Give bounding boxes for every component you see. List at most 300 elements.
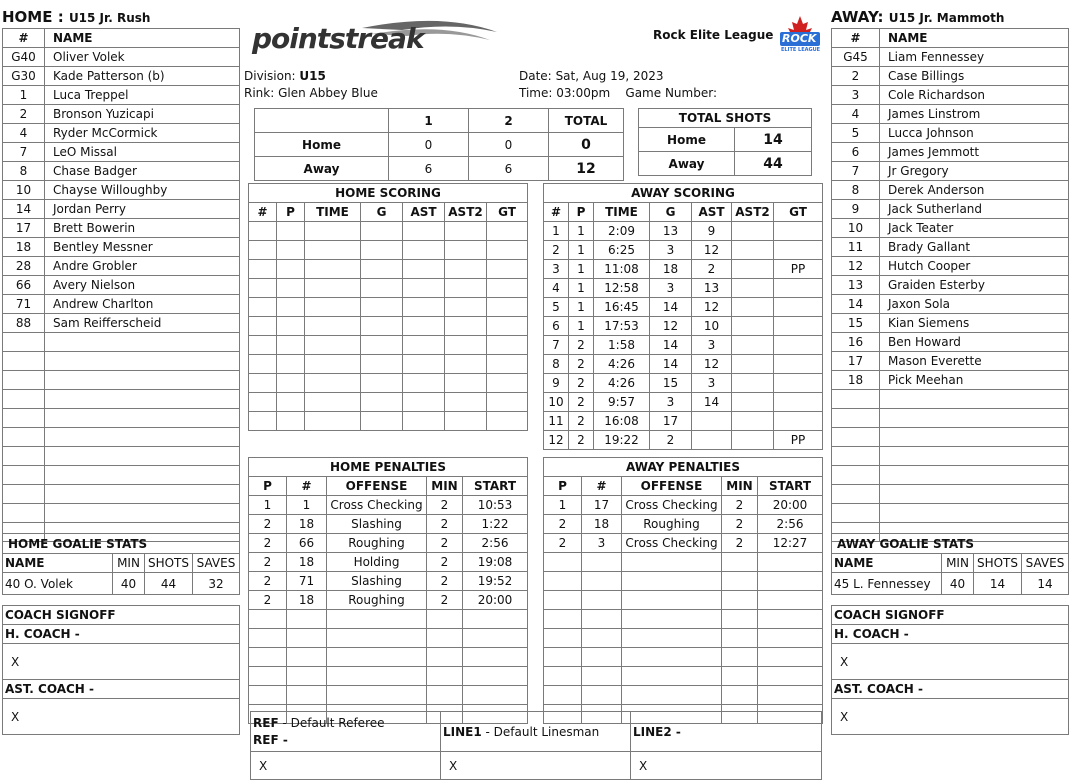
table-cell: 6:25: [594, 241, 650, 260]
roster-row: [3, 200, 240, 219]
table-cell: 2: [427, 534, 463, 553]
table-cell: 2: [544, 241, 569, 260]
goalie-header-shots: SHOTS: [145, 554, 193, 573]
table-cell: [361, 317, 403, 336]
roster-row: [3, 371, 240, 390]
roster-row: [3, 314, 240, 333]
table-cell: [774, 374, 823, 393]
away-penalties-header-row: [544, 477, 823, 496]
table-cell: 1: [544, 222, 569, 241]
table-cell: [427, 629, 463, 648]
table-cell: 2: [569, 336, 594, 355]
table-cell: [249, 317, 277, 336]
table-cell: [445, 412, 487, 431]
table-cell: Roughing: [327, 591, 427, 610]
roster-header-name: NAME: [880, 29, 1069, 48]
table-cell: 2: [692, 260, 732, 279]
roster-player-name: [880, 428, 1069, 447]
roster-row: [832, 409, 1069, 428]
table-cell: [287, 648, 327, 667]
table-cell: [758, 667, 823, 686]
column-header: MIN: [722, 477, 758, 496]
roster-player-number: 7: [3, 143, 45, 162]
column-header: P: [249, 477, 287, 496]
table-cell: 2: [722, 534, 758, 553]
table-cell: 20:00: [758, 496, 823, 515]
roster-row: [832, 447, 1069, 466]
rink-label: Rink:: [244, 86, 275, 100]
roster-player-number: [3, 485, 45, 504]
table-cell: [305, 298, 361, 317]
roster-player-number: G40: [3, 48, 45, 67]
table-cell: [487, 298, 528, 317]
table-cell: [249, 412, 277, 431]
home-coach-signoff-title: COACH SIGNOFF: [3, 606, 240, 625]
table-row: [249, 279, 528, 298]
table-row: [544, 648, 823, 667]
roster-player-name: James Jemmott: [880, 143, 1069, 162]
roster-player-name: Andrew Charlton: [45, 295, 240, 314]
column-header: OFFENSE: [622, 477, 722, 496]
roster-player-name: Hutch Cooper: [880, 257, 1069, 276]
home-roster: [2, 28, 240, 542]
table-cell: [582, 572, 622, 591]
home-ast-coach-signature[interactable]: X: [3, 699, 240, 735]
table-cell: [487, 374, 528, 393]
table-row: [249, 374, 528, 393]
table-cell: [327, 667, 427, 686]
game-info-left: [244, 68, 378, 102]
table-cell: 2: [544, 534, 582, 553]
roster-player-number: 14: [3, 200, 45, 219]
table-cell: 11:08: [594, 260, 650, 279]
column-header: TIME: [305, 203, 361, 222]
roster-player-name: Luca Treppel: [45, 86, 240, 105]
table-row: [249, 572, 528, 591]
roster-row: [3, 48, 240, 67]
away-coach-signoff-title: COACH SIGNOFF: [832, 606, 1069, 625]
table-cell: [758, 648, 823, 667]
roster-player-name: Graiden Esterby: [880, 276, 1069, 295]
table-row: [249, 317, 528, 336]
table-cell: [403, 317, 445, 336]
table-cell: [277, 412, 305, 431]
roster-row: [832, 333, 1069, 352]
column-header: P: [569, 203, 594, 222]
roster-player-number: 9: [832, 200, 880, 219]
table-cell: [249, 298, 277, 317]
table-cell: [774, 412, 823, 431]
ref2-label: REF -: [253, 732, 288, 747]
home-goalie-shots: 44: [145, 573, 193, 595]
away-p2-goals: 6: [469, 157, 549, 181]
table-cell: [305, 374, 361, 393]
table-cell: [249, 610, 287, 629]
roster-player-name: [880, 485, 1069, 504]
roster-player-name: Chase Badger: [45, 162, 240, 181]
away-ast-coach-signature[interactable]: X: [832, 699, 1069, 735]
roster-player-name: James Linstrom: [880, 105, 1069, 124]
roster-player-number: 15: [832, 314, 880, 333]
table-cell: [732, 222, 774, 241]
table-cell: [758, 629, 823, 648]
table-cell: [445, 222, 487, 241]
roster-row: [3, 162, 240, 181]
column-header: GT: [774, 203, 823, 222]
table-cell: 2: [249, 515, 287, 534]
table-cell: 2: [569, 431, 594, 450]
table-cell: [622, 591, 722, 610]
roster-row: [3, 447, 240, 466]
ref-name: - Default Referee: [282, 715, 385, 730]
roster-player-name: [880, 466, 1069, 485]
table-row: [249, 241, 528, 260]
column-header: TIME: [594, 203, 650, 222]
roster-player-name: Kian Siemens: [880, 314, 1069, 333]
table-cell: [758, 610, 823, 629]
table-cell: [732, 260, 774, 279]
roster-row: [3, 86, 240, 105]
table-cell: 9: [692, 222, 732, 241]
roster-player-name: Cole Richardson: [880, 86, 1069, 105]
table-cell: [732, 355, 774, 374]
table-cell: 3: [582, 534, 622, 553]
table-cell: [361, 336, 403, 355]
table-cell: [732, 412, 774, 431]
roster-player-number: [3, 333, 45, 352]
table-cell: 16:45: [594, 298, 650, 317]
roster-player-name: Ryder McCormick: [45, 124, 240, 143]
roster-row: [3, 409, 240, 428]
table-cell: [544, 648, 582, 667]
table-cell: [361, 241, 403, 260]
table-cell: Slashing: [327, 515, 427, 534]
table-row: [544, 553, 823, 572]
table-cell: [774, 279, 823, 298]
roster-player-name: [45, 428, 240, 447]
table-cell: [445, 336, 487, 355]
table-row: [544, 667, 823, 686]
away-coach-signoff: [831, 605, 1069, 735]
roster-player-number: 14: [832, 295, 880, 314]
shots-away-label: Away: [639, 152, 735, 176]
roster-player-number: 71: [3, 295, 45, 314]
table-cell: [722, 572, 758, 591]
table-row: [544, 515, 823, 534]
roster-player-name: [45, 409, 240, 428]
table-cell: 66: [287, 534, 327, 553]
table-cell: [487, 260, 528, 279]
table-cell: [327, 629, 427, 648]
column-header: AST: [403, 203, 445, 222]
away-p1-goals: 6: [389, 157, 469, 181]
table-cell: [758, 686, 823, 705]
column-header: OFFENSE: [327, 477, 427, 496]
home-goalie-stats: [2, 533, 240, 595]
away-goalie-saves: 14: [1022, 573, 1069, 595]
home-goalie-title: HOME GOALIE STATS: [3, 534, 240, 554]
table-cell: [722, 648, 758, 667]
table-cell: [277, 355, 305, 374]
table-cell: [403, 222, 445, 241]
column-header: START: [463, 477, 528, 496]
away-goalie-shots: 14: [974, 573, 1022, 595]
table-cell: [403, 374, 445, 393]
table-cell: 1: [569, 222, 594, 241]
table-cell: 3: [650, 393, 692, 412]
table-cell: [487, 317, 528, 336]
roster-row: [832, 67, 1069, 86]
table-row: [544, 279, 823, 298]
table-cell: [582, 553, 622, 572]
roster-player-number: 13: [832, 276, 880, 295]
table-cell: 17: [582, 496, 622, 515]
roster-player-number: 6: [832, 143, 880, 162]
home-total-goals: 0: [549, 133, 624, 157]
table-cell: 2: [569, 412, 594, 431]
roster-row: [3, 67, 240, 86]
table-cell: 2: [249, 572, 287, 591]
goalie-header-name: NAME: [832, 554, 942, 573]
officials: [250, 711, 822, 780]
table-cell: [277, 336, 305, 355]
table-cell: [582, 610, 622, 629]
table-cell: [305, 412, 361, 431]
table-cell: [249, 629, 287, 648]
table-cell: 12: [692, 241, 732, 260]
table-cell: [692, 412, 732, 431]
ref-signature[interactable]: X: [251, 752, 441, 780]
roster-player-name: Oliver Volek: [45, 48, 240, 67]
table-cell: [305, 336, 361, 355]
roster-row: [3, 276, 240, 295]
table-cell: [445, 374, 487, 393]
table-cell: 14: [650, 355, 692, 374]
table-cell: [249, 667, 287, 686]
home-p1-goals: 0: [389, 133, 469, 157]
roster-row: [3, 124, 240, 143]
roster-row: [832, 181, 1069, 200]
table-cell: [582, 648, 622, 667]
roster-player-name: Derek Anderson: [880, 181, 1069, 200]
roster-row: [832, 428, 1069, 447]
table-cell: [722, 629, 758, 648]
away-head-coach-signature[interactable]: X: [832, 644, 1069, 680]
home-head-coach-signature[interactable]: X: [3, 644, 240, 680]
table-cell: 19:52: [463, 572, 528, 591]
roster-player-name: [45, 333, 240, 352]
roster-player-number: 3: [832, 86, 880, 105]
table-row: [249, 667, 528, 686]
column-header: MIN: [427, 477, 463, 496]
table-row: [249, 553, 528, 572]
home-scoring-header-row: [249, 203, 528, 222]
table-row: [544, 336, 823, 355]
away-scoring-title: AWAY SCORING: [544, 184, 823, 203]
table-cell: [427, 667, 463, 686]
table-cell: [361, 393, 403, 412]
league-logo: [776, 14, 824, 56]
table-cell: [277, 222, 305, 241]
table-cell: 2: [249, 591, 287, 610]
table-cell: [463, 629, 528, 648]
table-cell: [445, 393, 487, 412]
table-cell: 2: [569, 393, 594, 412]
column-header: G: [650, 203, 692, 222]
table-cell: 6: [544, 317, 569, 336]
table-cell: 2: [544, 515, 582, 534]
column-header: AST: [692, 203, 732, 222]
table-cell: 3: [650, 279, 692, 298]
roster-row: [3, 181, 240, 200]
home-scoring-title: HOME SCORING: [249, 184, 528, 203]
table-cell: [582, 667, 622, 686]
table-row: [544, 412, 823, 431]
table-cell: [277, 393, 305, 412]
table-cell: Slashing: [327, 572, 427, 591]
time-value: 03:00pm: [556, 86, 611, 100]
roster-player-number: 17: [832, 352, 880, 371]
roster-row: [832, 295, 1069, 314]
table-cell: 14: [650, 336, 692, 355]
table-cell: [249, 279, 277, 298]
table-cell: [249, 355, 277, 374]
roster-row: [832, 86, 1069, 105]
table-cell: [732, 317, 774, 336]
division-value: U15: [299, 69, 326, 83]
table-cell: [403, 412, 445, 431]
table-cell: 2: [249, 534, 287, 553]
away-goalie-name: 45 L. Fennessey: [832, 573, 942, 595]
table-cell: 3: [650, 241, 692, 260]
roster-player-name: Brady Gallant: [880, 238, 1069, 257]
line1-signature[interactable]: X: [441, 752, 631, 780]
roster-player-name: [880, 390, 1069, 409]
table-cell: 18: [582, 515, 622, 534]
roster-player-number: [3, 504, 45, 523]
table-cell: 13: [650, 222, 692, 241]
score-home-label: Home: [255, 133, 389, 157]
table-cell: 2: [650, 431, 692, 450]
roster-player-name: Pick Meehan: [880, 371, 1069, 390]
table-cell: Cross Checking: [327, 496, 427, 515]
roster-row: [3, 504, 240, 523]
line2-signature[interactable]: X: [631, 752, 822, 780]
roster-player-name: Bronson Yuzicapi: [45, 105, 240, 124]
roster-player-number: [3, 371, 45, 390]
table-cell: 4: [544, 279, 569, 298]
table-cell: 2: [427, 515, 463, 534]
table-cell: [445, 260, 487, 279]
home-goalie-saves: 32: [193, 573, 240, 595]
table-cell: [544, 572, 582, 591]
table-cell: [249, 241, 277, 260]
table-cell: [277, 279, 305, 298]
roster-player-name: Liam Fennessey: [880, 48, 1069, 67]
table-row: [249, 298, 528, 317]
date-label: Date:: [519, 69, 552, 83]
table-cell: 3: [692, 336, 732, 355]
table-cell: [287, 629, 327, 648]
roster-player-number: 10: [3, 181, 45, 200]
table-cell: [544, 553, 582, 572]
table-cell: [403, 298, 445, 317]
table-cell: [277, 241, 305, 260]
roster-row: [832, 371, 1069, 390]
table-cell: [403, 336, 445, 355]
score-away-label: Away: [255, 157, 389, 181]
table-cell: 1: [569, 298, 594, 317]
roster-player-number: G30: [3, 67, 45, 86]
away-roster: [831, 28, 1069, 542]
roster-player-number: [3, 352, 45, 371]
goalie-header-name: NAME: [3, 554, 113, 573]
roster-row: [3, 257, 240, 276]
total-header: TOTAL: [549, 109, 624, 133]
column-header: AST2: [445, 203, 487, 222]
table-cell: 18: [650, 260, 692, 279]
table-row: [544, 393, 823, 412]
roster-row: [3, 143, 240, 162]
table-cell: [544, 629, 582, 648]
roster-player-name: [45, 447, 240, 466]
period-2-header: 2: [469, 109, 549, 133]
roster-player-number: 7: [832, 162, 880, 181]
roster-player-number: [832, 485, 880, 504]
roster-player-number: [3, 409, 45, 428]
table-cell: 2: [722, 515, 758, 534]
table-cell: [327, 648, 427, 667]
column-header: #: [287, 477, 327, 496]
column-header: GT: [487, 203, 528, 222]
roster-row: [832, 314, 1069, 333]
table-cell: 1: [569, 317, 594, 336]
home-label: HOME :: [2, 8, 64, 26]
table-cell: [427, 610, 463, 629]
table-cell: [305, 222, 361, 241]
table-cell: [758, 591, 823, 610]
table-row: [544, 610, 823, 629]
roster-row: [3, 105, 240, 124]
table-cell: [463, 648, 528, 667]
table-cell: [487, 279, 528, 298]
home-penalties-header-row: [249, 477, 528, 496]
line1-name: - Default Linesman: [485, 724, 600, 739]
table-row: [249, 412, 528, 431]
table-cell: [277, 260, 305, 279]
roster-player-name: Case Billings: [880, 67, 1069, 86]
column-header: #: [544, 203, 569, 222]
table-cell: [361, 374, 403, 393]
table-cell: [445, 355, 487, 374]
referee-cell: [251, 712, 441, 752]
table-cell: 8: [544, 355, 569, 374]
table-cell: 2:56: [463, 534, 528, 553]
roster-row: [3, 333, 240, 352]
away-scoring: [543, 183, 823, 450]
roster-player-number: 66: [3, 276, 45, 295]
table-cell: [361, 260, 403, 279]
table-cell: 2: [249, 553, 287, 572]
table-cell: [305, 317, 361, 336]
table-row: [544, 431, 823, 450]
roster-row: [3, 295, 240, 314]
league-badge-subtext: ELITE LEAGUE: [781, 47, 821, 53]
roster-header-num: #: [3, 29, 45, 48]
roster-row: [3, 352, 240, 371]
column-header: #: [582, 477, 622, 496]
line1-label: LINE1: [443, 724, 482, 739]
